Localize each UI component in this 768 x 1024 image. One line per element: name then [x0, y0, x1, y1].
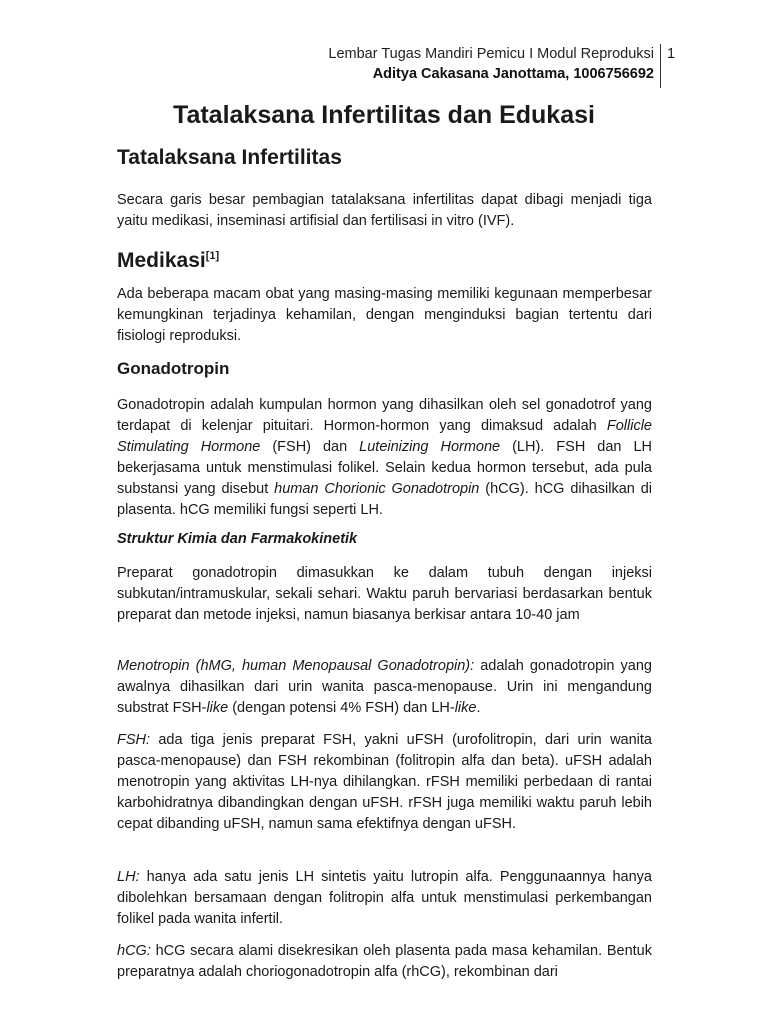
- paragraph-fsh: [117, 730, 652, 835]
- paragraph-intro: Secara garis besar pembagian tatalaksana infertilitas dapat dibagi menjadi tiga yaitu medikasi, inseminasi artifisial dan fertilisasi in vitro (IVF).: [117, 192, 652, 229]
- paragraph-menotropin: [117, 656, 652, 719]
- term-lh: Luteinizing Hormone: [359, 439, 501, 455]
- label-hcg: hCG:: [117, 943, 151, 959]
- header-author: Aditya Cakasana Janottama, 1006756692: [372, 66, 654, 82]
- header-course: Lembar Tugas Mandiri Pemicu I Modul Reproduksi: [328, 46, 654, 62]
- text-run: (hCG). hCG dihasilkan di plasenta. hCG memiliki fungsi seperti LH.: [117, 481, 652, 518]
- text-run: (dengan potensi 4% FSH) dan LH-: [228, 700, 455, 716]
- paragraph-preparat: Preparat gonadotropin dimasukkan ke dalam tubuh dengan injeksi subkutan/intramuskular, sekali sehari. Waktu paruh bervariasi berdasarkan bentuk preparat dan metode injeksi, namun biasanya berkisar antara 10-40 jam: [117, 565, 652, 623]
- document-title: Tatalaksana Infertilitas dan Edukasi: [173, 101, 595, 129]
- page-number: 1: [667, 46, 676, 62]
- text-run: (FSH) dan: [260, 439, 360, 455]
- label-lh: LH:: [117, 869, 140, 885]
- label-fsh: FSH:: [117, 732, 151, 748]
- text-run: hCG secara alami disekresikan oleh plasenta pada masa kehamilan. Bentuk preparatnya adalah choriogonadotropin alfa (rhCG), rekombinan dari: [117, 943, 652, 980]
- paragraph-gonadotropin: [117, 395, 652, 521]
- text-run: .: [476, 700, 481, 716]
- section-heading-tatalaksana: Tatalaksana Infertilitas: [117, 146, 342, 169]
- text-run: like: [206, 700, 229, 716]
- subheading-struktur: Struktur Kimia dan Farmakokinetik: [117, 531, 358, 547]
- paragraph-lh: [117, 867, 652, 930]
- text-run: ada tiga jenis preparat FSH, yakni uFSH (urofolitropin, dari urin wanita pasca-menopause) dan FSH rekombinan (folitropin alfa dan beta). uFSH adalah menotropin yang aktivitas LH-nya dihilangkan. rFSH memiliki perbedaan di rantai karbohidratnya dibandingkan dengan uFSH. rFSH juga memiliki waktu paruh lebih cepat dibanding uFSH, namun sama efektifnya dengan uFSH.: [117, 732, 652, 832]
- term-hcg: human Chorionic Gonadotropin: [274, 481, 480, 497]
- header-divider: [660, 44, 661, 88]
- header-text: [328, 44, 654, 84]
- term-fsh: Follicle Stimulating Hormone: [117, 418, 652, 455]
- paragraph-hcg: [117, 941, 652, 983]
- text-run: like: [454, 700, 477, 716]
- text-run: Gonadotropin adalah kumpulan hormon yang dihasilkan oleh sel gonadotrof yang terdapat di kelenjar pituitari. Hormon-hormon yang dimaksud adalah: [117, 397, 652, 434]
- label-menotropin: Menotropin (hMG, human Menopausal Gonadotropin):: [117, 658, 475, 674]
- page-header: [0, 44, 768, 84]
- text-run: (LH). FSH dan LH bekerjasama untuk menstimulasi folikel. Selain kedua hormon tersebut, ada pula substansi yang disebut: [117, 439, 652, 497]
- paragraph-medikasi: Ada beberapa macam obat yang masing-masing memiliki kegunaan memperbesar kemungkinan terjadinya kehamilan, dengan menginduksi bagian tertentu dari fisiologi reproduksi.: [117, 286, 652, 344]
- medikasi-heading-text: Medikasi: [117, 249, 206, 272]
- text-run: hanya ada satu jenis LH sintetis yaitu lutropin alfa. Penggunaannya hanya dibolehkan bersamaan dengan folitropin alfa untuk menstimulasi perkembangan folikel pada wanita infertil.: [117, 869, 652, 927]
- section-heading-medikasi: [117, 242, 652, 275]
- text-run: adalah gonadotropin yang awalnya dihasilkan dari urin wanita pasca-menopause. Urin ini mengandung substrat FSH-: [117, 658, 652, 716]
- medikasi-reference: [1]: [205, 250, 220, 262]
- subheading-gonadotropin: Gonadotropin: [117, 359, 230, 378]
